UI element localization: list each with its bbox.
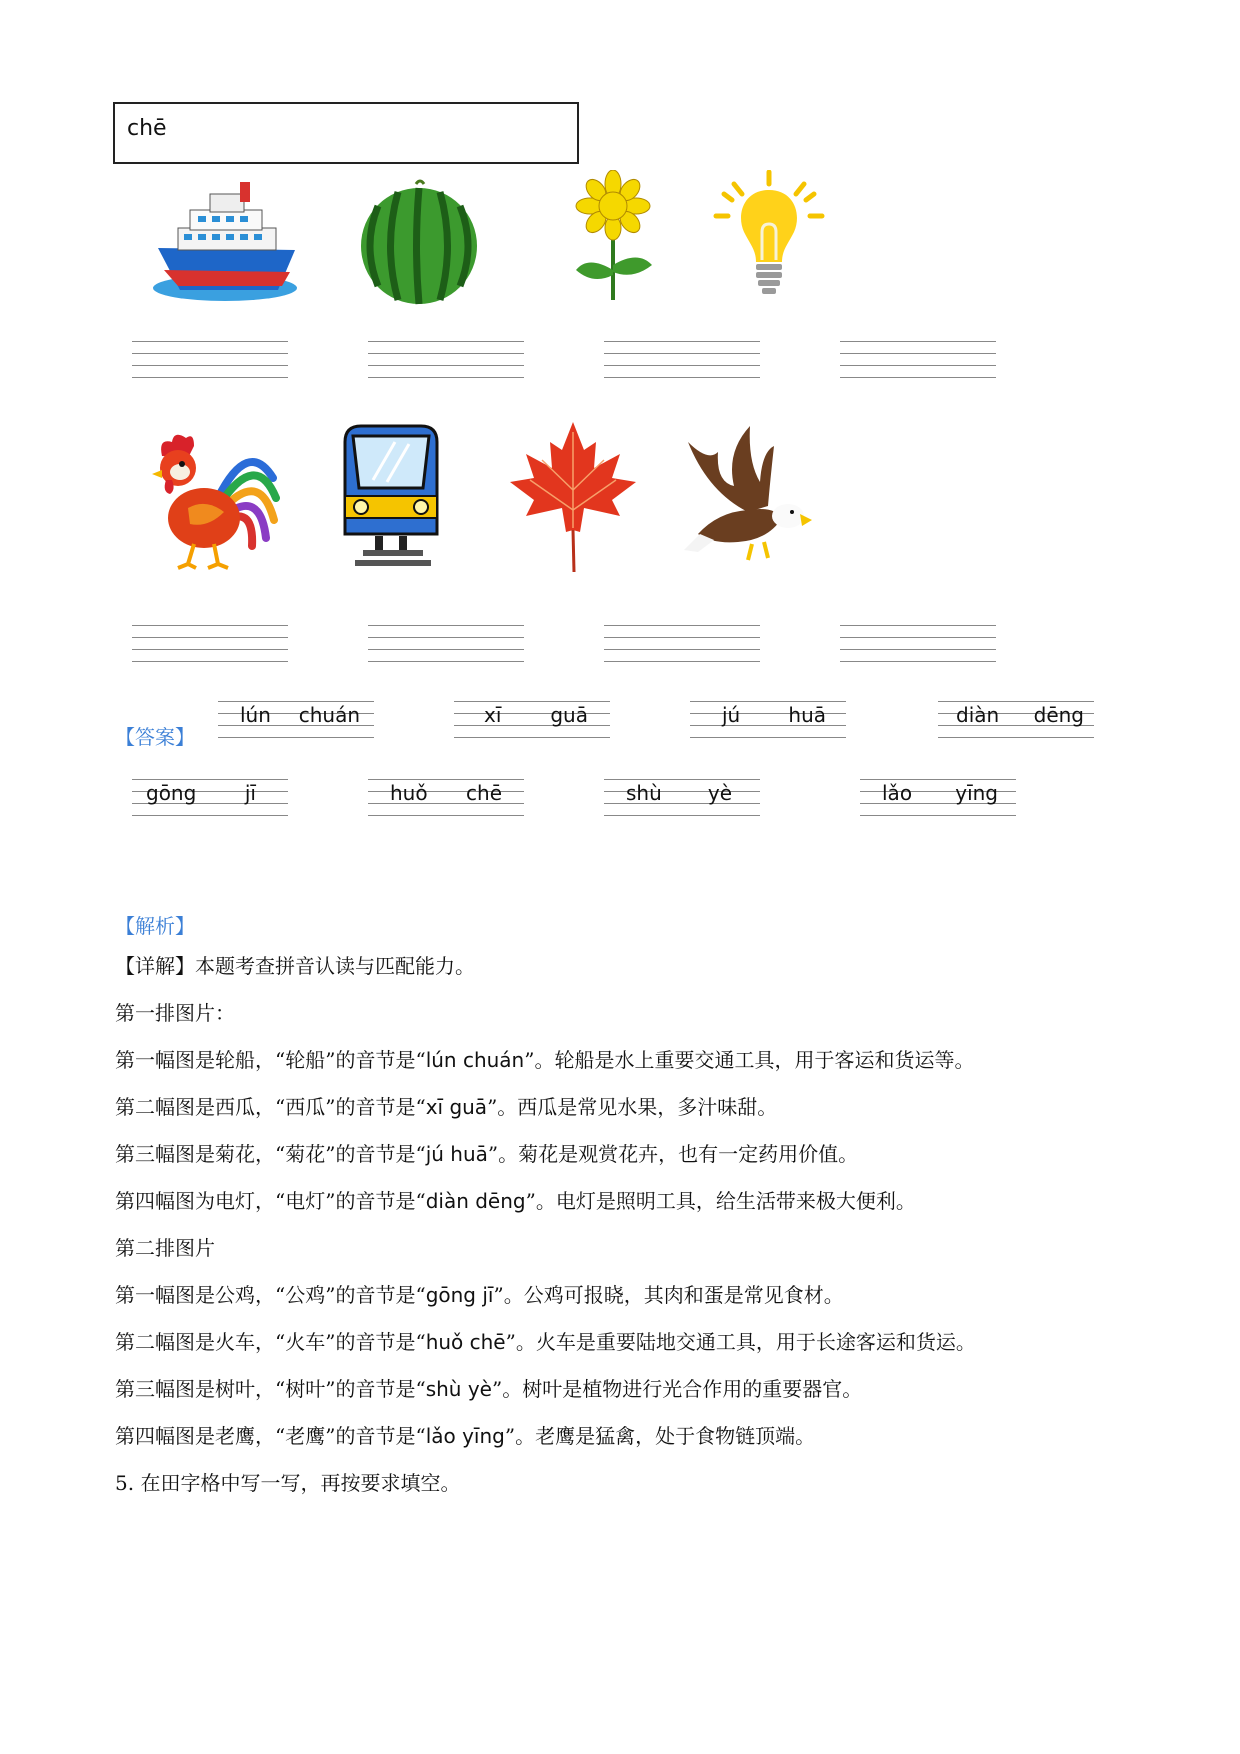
answer-pinyin-grid (690, 701, 846, 737)
pinyin-writing-grid[interactable] (132, 341, 288, 377)
analysis-line: 第二幅图是火车，“火车”的音节是“huǒ chē”。火车是重要陆地交通工具，用于长途客运和货运。 (115, 1330, 976, 1354)
rooster-icon (148, 428, 283, 573)
answer-syllable: lǎo (882, 781, 913, 805)
lightbulb-icon (712, 170, 827, 300)
answer-syllable: lún (240, 703, 271, 727)
analysis-line: 第四幅图为电灯，“电灯”的音节是“diàn dēng”。电灯是照明工具，给生活带来极大便利。 (115, 1189, 916, 1213)
analysis-label: 【解析】 (115, 914, 195, 938)
answer-pinyin-grid (938, 701, 1094, 737)
answer-syllable: chuán (298, 703, 360, 727)
answer-syllable: chē (466, 781, 502, 805)
answer-pinyin-grid (368, 779, 524, 815)
answer-syllable: diàn (956, 703, 1000, 727)
pinyin-text: diàn dēng (425, 1189, 526, 1213)
pinyin-writing-grid[interactable] (368, 625, 524, 661)
ship-icon (150, 178, 300, 303)
answer-syllable: yīng (955, 781, 998, 805)
watermelon-icon (358, 178, 480, 306)
pinyin-text: jú huā (425, 1142, 488, 1166)
answer-pinyin-grid (218, 701, 374, 737)
eagle-icon (678, 422, 813, 572)
pinyin-text: xī guā (425, 1095, 488, 1119)
answer-syllable: shù (626, 781, 662, 805)
row1-title: 第一排图片： (115, 1001, 235, 1025)
pinyin-writing-grid[interactable] (604, 625, 760, 661)
answer-syllable: jī (244, 781, 256, 805)
pinyin-text: shù yè (425, 1377, 492, 1401)
analysis-line: 第一幅图是公鸡，“公鸡”的音节是“gōng jī”。公鸡可报晓，其肉和蛋是常见食材。 (115, 1283, 844, 1307)
pinyin-text: lǎo yīng (425, 1424, 505, 1448)
answer-syllable: xī (484, 703, 502, 727)
analysis-line: 第一幅图是轮船，“轮船”的音节是“lún chuán”。轮船是水上重要交通工具，用于客运和货运等。 (115, 1048, 975, 1072)
next-question: 5. 在田字格中写一写，再按要求填空。 (115, 1471, 461, 1495)
analysis-line: 第四幅图是老鹰，“老鹰”的音节是“lǎo yīng”。老鹰是猛禽，处于食物链顶端。 (115, 1424, 816, 1448)
pinyin-writing-grid[interactable] (368, 341, 524, 377)
analysis-line: 第三幅图是树叶，“树叶”的音节是“shù yè”。树叶是植物进行光合作用的重要器官。 (115, 1377, 863, 1401)
analysis-detail: 【详解】本题考查拼音认读与匹配能力。 (115, 954, 475, 978)
analysis-line: 第二幅图是西瓜，“西瓜”的音节是“xī guā”。西瓜是常见水果，多汁味甜。 (115, 1095, 778, 1119)
answer-label: 【答案】 (115, 725, 195, 749)
answer-syllable: huā (788, 703, 826, 727)
pinyin-writing-grid[interactable] (840, 341, 996, 377)
answer-pinyin-grid (604, 779, 760, 815)
analysis-line: 第三幅图是菊花，“菊花”的音节是“jú huā”。菊花是观赏花卉，也有一定药用价值。 (115, 1142, 859, 1166)
answer-syllable: yè (707, 781, 732, 805)
word-box-text: chē (127, 116, 167, 141)
row2-title: 第二排图片 (115, 1236, 215, 1260)
answer-pinyin-grid (132, 779, 288, 815)
answer-syllable: huǒ (390, 781, 428, 805)
chrysanthemum-icon (568, 170, 658, 305)
answer-syllable: guā (550, 703, 588, 727)
pinyin-writing-grid[interactable] (840, 625, 996, 661)
maple-leaf-icon (508, 420, 638, 575)
train-icon (333, 422, 448, 572)
pinyin-text: lún chuán (425, 1048, 525, 1072)
word-box (113, 102, 579, 164)
pinyin-writing-grid[interactable] (132, 625, 288, 661)
pinyin-text: huǒ chē (425, 1330, 506, 1354)
answer-pinyin-grid (860, 779, 1016, 815)
pinyin-writing-grid[interactable] (604, 341, 760, 377)
answer-syllable: gōng (146, 781, 197, 805)
answer-syllable: jú (722, 703, 741, 727)
answer-syllable: dēng (1033, 703, 1084, 727)
answer-pinyin-grid (454, 701, 610, 737)
pinyin-text: gōng jī (425, 1283, 494, 1307)
